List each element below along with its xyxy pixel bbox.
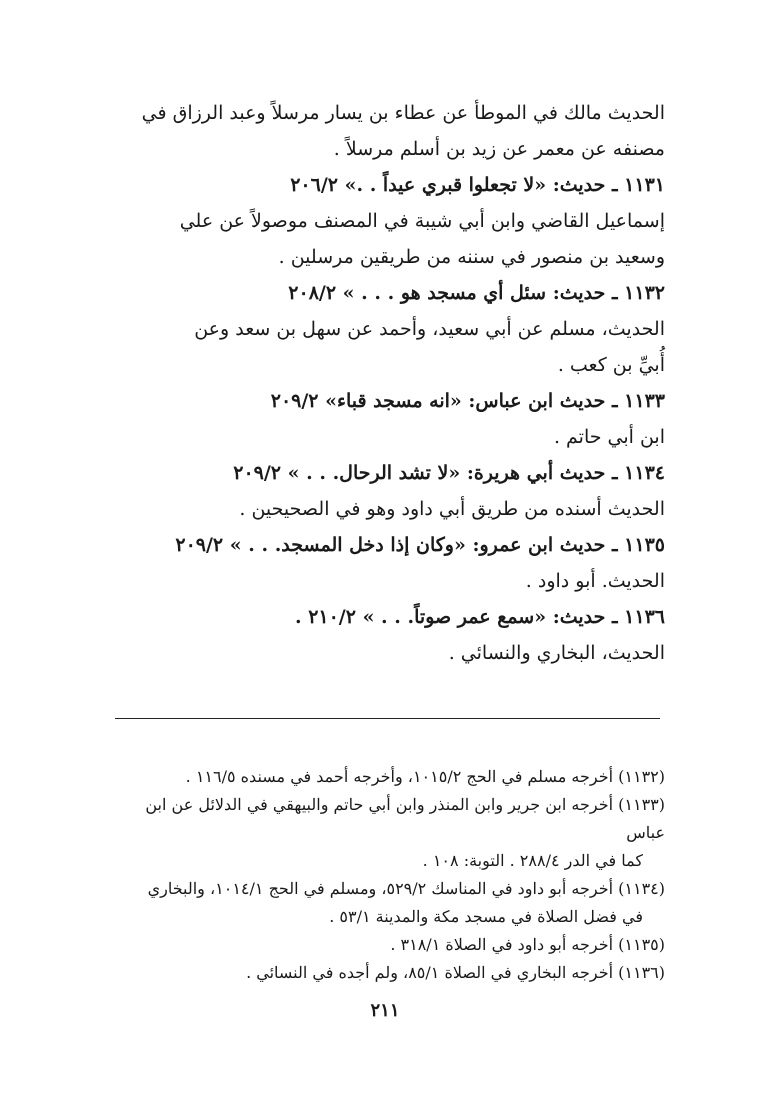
intro-line-1: الحديث مالك في الموطأ عن عطاء بن يسار مرسلاً وعبد الرزاق في [141,102,665,124]
footnote-divider [115,718,660,719]
intro-paragraph [105,95,665,167]
footnote-line: (١١٣٤) أخرجه أبو داود في المناسك ٥٢٩/٢، ومسلم في الحج ١٠١٤/١، والبخاري [147,879,665,898]
hadith-entry-1135 [105,527,665,599]
footnote-line: (١١٣٢) أخرجه مسلم في الحج ١٠١٥/٢، وأخرجه أحمد في مسنده ١١٦/٥ . [185,767,665,786]
hadith-heading: ١١٣٣ ـ حديث ابن عباس: «انه مسجد قباء» ٢٠٩/٢ [270,390,665,412]
page-number: ٢١١ [370,1000,400,1021]
hadith-entry-1132 [105,275,665,383]
intro-line-2: مصنفه عن معمر عن زيد بن أسلم مرسلاً . [333,138,665,160]
hadith-entry-1136 [105,599,665,671]
hadith-heading: ١١٣٤ ـ حديث أبي هريرة: «لا تشد الرحال. . . » ٢٠٩/٢ [233,462,665,484]
footnote-line: في فضل الصلاة في مسجد مكة والمدينة ٥٣/١ . [329,907,643,926]
footnote-1136 [105,959,665,987]
footnote-line: (١١٣٥) أخرجه أبو داود في الصلاة ٣١٨/١ . [390,935,665,954]
hadith-source-line: الحديث أسنده من طريق أبي داود وهو في الصحيحين . [239,498,665,520]
footnote-line: كما في الدر ٢٨٨/٤ . التوبة: ١٠٨ . [422,851,643,870]
hadith-source-line: أُبيِّ بن كعب . [557,354,665,376]
hadith-heading: ١١٣٥ ـ حديث ابن عمرو: «وكان إذا دخل المسجد. . . » ٢٠٩/٢ [175,534,665,556]
hadith-entry-1131 [105,167,665,275]
hadith-source-line: الحديث. أبو داود . [525,570,665,592]
hadith-entry-1133 [105,383,665,455]
hadith-entry-1134 [105,455,665,527]
footnote-line: (١١٣٣) أخرجه ابن جرير وابن المنذر وابن أبي حاتم والبيهقي في الدلائل عن ابن عباس [145,795,665,842]
hadith-heading: ١١٣١ ـ حديث: «لا تجعلوا قبري عيداً . .» ٢٠٦/٢ [290,174,665,196]
footnote-1132 [105,763,665,791]
hadith-source-line: وسعيد بن منصور في سننه من طريقين مرسلين . [278,246,665,268]
footnote-1133 [105,791,665,875]
hadith-heading: ١١٣٦ ـ حديث: «سمع عمر صوتاً. . . » ٢١٠/٢ . [294,606,665,628]
footnotes [105,763,665,987]
hadith-source-line: إسماعيل القاضي وابن أبي شيبة في المصنف موصولاً عن علي [179,210,665,232]
page-content [105,95,665,1055]
footnote-1135 [105,931,665,959]
hadith-heading: ١١٣٢ ـ حديث: سئل أي مسجد هو . . . » ٢٠٨/٢ [288,282,665,304]
hadith-source-line: الحديث، مسلم عن أبي سعيد، وأحمد عن سهل بن سعد وعن [194,318,665,340]
hadith-source-line: الحديث، البخاري والنسائي . [448,642,665,664]
footnote-1134 [105,875,665,931]
hadith-source-line: ابن أبي حاتم . [553,426,665,448]
footnote-line: (١١٣٦) أخرجه البخاري في الصلاة ٨٥/١، ولم أجده في النسائي . [246,963,665,982]
